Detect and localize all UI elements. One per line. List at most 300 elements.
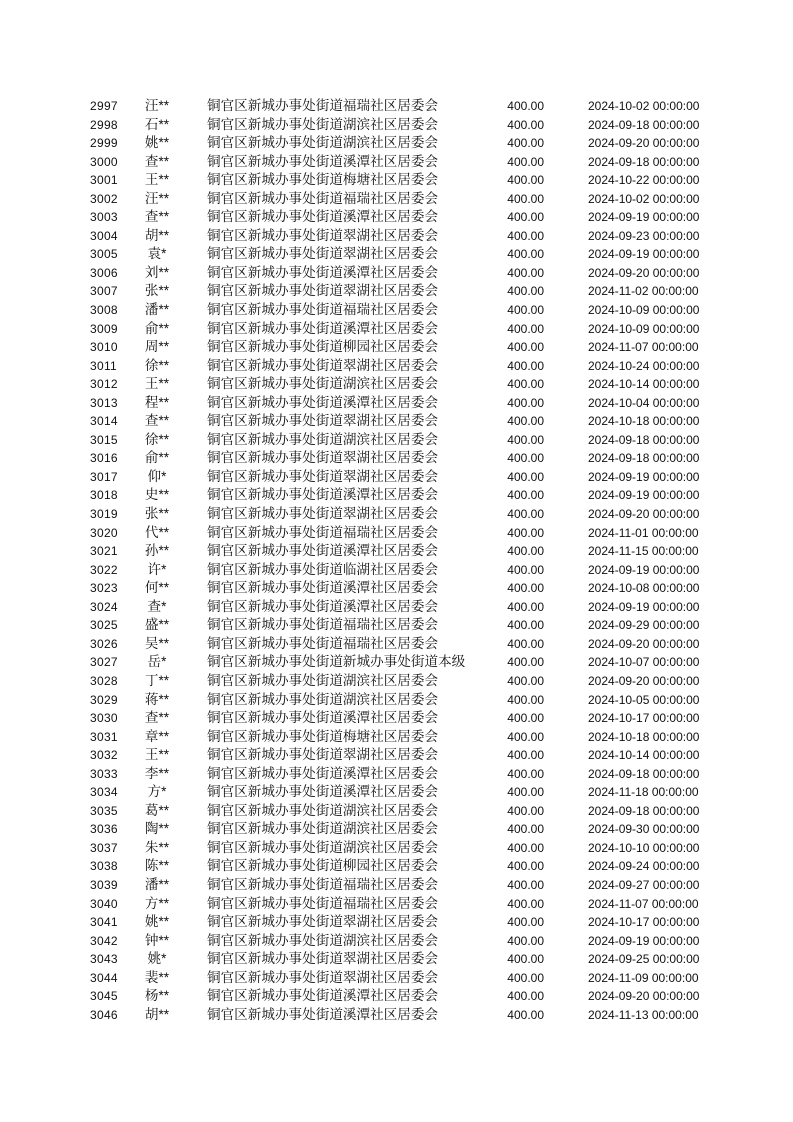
row-masked-name: 姚** — [144, 135, 170, 151]
row-sequence-number: 3002 — [90, 191, 118, 206]
row-datetime: 2024-10-24 00:00:00 — [588, 358, 700, 373]
row-amount: 400.00 — [507, 99, 544, 113]
row-amount: 400.00 — [507, 321, 544, 336]
row-amount: 400.00 — [507, 173, 544, 188]
row-datetime: 2024-09-25 00:00:00 — [588, 952, 700, 967]
row-sequence-number: 3030 — [90, 711, 118, 726]
table-row — [0, 320, 793, 339]
row-masked-name: 张** — [144, 506, 170, 522]
row-organization: 铜官区新城办事处街道翠湖社区居委会 — [207, 506, 439, 522]
row-sequence-number: 3016 — [90, 451, 118, 466]
row-organization: 铜官区新城办事处街道溪潭社区居委会 — [207, 320, 439, 336]
row-organization: 铜官区新城办事处街道湖滨社区居委会 — [207, 821, 439, 837]
row-masked-name: 潘** — [144, 876, 170, 892]
row-amount: 400.00 — [507, 358, 544, 373]
row-masked-name: 刘** — [144, 264, 170, 280]
row-sequence-number: 3035 — [90, 803, 118, 818]
row-datetime: 2024-09-18 00:00:00 — [588, 432, 700, 447]
row-masked-name: 朱** — [144, 839, 170, 855]
row-organization: 铜官区新城办事处街道湖滨社区居委会 — [207, 116, 439, 132]
row-datetime: 2024-10-07 00:00:00 — [588, 655, 700, 670]
row-sequence-number: 3041 — [90, 915, 118, 930]
row-datetime: 2024-10-17 00:00:00 — [588, 915, 700, 930]
row-sequence-number: 3023 — [90, 581, 118, 596]
row-amount: 400.00 — [507, 581, 544, 596]
table-row — [0, 486, 793, 505]
row-sequence-number: 3020 — [90, 525, 118, 540]
row-datetime: 2024-10-04 00:00:00 — [588, 395, 700, 410]
row-organization: 铜官区新城办事处街道柳园社区居委会 — [207, 339, 439, 355]
row-masked-name: 杨** — [144, 988, 170, 1004]
row-amount: 400.00 — [507, 247, 544, 262]
row-sequence-number: 2999 — [90, 136, 118, 151]
row-datetime: 2024-09-20 00:00:00 — [588, 265, 700, 280]
row-organization: 铜官区新城办事处街道翠湖社区居委会 — [207, 413, 439, 429]
table-row — [0, 97, 793, 116]
row-datetime: 2024-10-10 00:00:00 — [588, 840, 700, 855]
row-amount: 400.00 — [507, 692, 544, 707]
row-sequence-number: 3017 — [90, 469, 118, 484]
row-amount: 400.00 — [507, 748, 544, 763]
row-organization: 铜官区新城办事处街道福瑞社区居委会 — [207, 895, 439, 911]
row-sequence-number: 3027 — [90, 655, 118, 670]
row-masked-name: 俞** — [144, 320, 170, 336]
row-sequence-number: 3024 — [90, 599, 118, 614]
table-row — [0, 190, 793, 209]
row-datetime: 2024-09-30 00:00:00 — [588, 822, 700, 837]
row-datetime: 2024-09-19 00:00:00 — [588, 488, 700, 503]
row-datetime: 2024-10-02 00:00:00 — [588, 191, 700, 206]
table-row — [0, 765, 793, 784]
row-masked-name: 潘** — [144, 302, 170, 318]
row-masked-name: 姚** — [144, 914, 170, 930]
row-masked-name: 何** — [144, 580, 170, 596]
row-organization: 铜官区新城办事处街道翠湖社区居委会 — [207, 969, 439, 985]
table-row — [0, 876, 793, 895]
records-table — [0, 97, 793, 1024]
row-amount: 400.00 — [507, 377, 544, 392]
row-organization: 铜官区新城办事处街道翠湖社区居委会 — [207, 450, 439, 466]
row-sequence-number: 3025 — [90, 618, 118, 633]
row-amount: 400.00 — [507, 840, 544, 855]
row-datetime: 2024-09-18 00:00:00 — [588, 154, 700, 169]
table-row — [0, 542, 793, 561]
row-amount: 400.00 — [507, 729, 544, 744]
row-amount: 400.00 — [507, 673, 544, 688]
row-datetime: 2024-10-14 00:00:00 — [588, 748, 700, 763]
table-row — [0, 171, 793, 190]
row-amount: 400.00 — [507, 636, 544, 651]
row-masked-name: 姚* — [147, 951, 167, 967]
row-organization: 铜官区新城办事处街道湖滨社区居委会 — [207, 672, 439, 688]
row-datetime: 2024-10-08 00:00:00 — [588, 581, 700, 596]
table-row — [0, 802, 793, 821]
row-sequence-number: 3013 — [90, 395, 118, 410]
row-amount: 400.00 — [507, 711, 544, 726]
row-sequence-number: 3029 — [90, 692, 118, 707]
row-amount: 400.00 — [507, 896, 544, 911]
table-row — [0, 412, 793, 431]
row-masked-name: 盛** — [144, 617, 170, 633]
table-row — [0, 338, 793, 357]
row-amount: 400.00 — [507, 432, 544, 447]
row-amount: 400.00 — [507, 154, 544, 169]
row-organization: 铜官区新城办事处街道翠湖社区居委会 — [207, 227, 439, 243]
row-amount: 400.00 — [507, 191, 544, 206]
row-amount: 400.00 — [507, 766, 544, 781]
row-organization: 铜官区新城办事处街道湖滨社区居委会 — [207, 932, 439, 948]
table-row — [0, 932, 793, 951]
row-datetime: 2024-10-17 00:00:00 — [588, 711, 700, 726]
row-organization: 铜官区新城办事处街道翠湖社区居委会 — [207, 914, 439, 930]
table-row — [0, 969, 793, 988]
table-row — [0, 282, 793, 301]
table-row — [0, 357, 793, 376]
table-row — [0, 579, 793, 598]
row-masked-name: 孙** — [144, 543, 170, 559]
row-amount: 400.00 — [507, 469, 544, 484]
row-sequence-number: 3044 — [90, 970, 118, 985]
row-amount: 400.00 — [507, 877, 544, 892]
row-organization: 铜官区新城办事处街道溪潭社区居委会 — [207, 988, 439, 1004]
row-amount: 400.00 — [507, 544, 544, 559]
row-sequence-number: 3018 — [90, 488, 118, 503]
row-amount: 400.00 — [507, 210, 544, 225]
row-amount: 400.00 — [507, 915, 544, 930]
row-sequence-number: 3037 — [90, 840, 118, 855]
row-organization: 铜官区新城办事处街道福瑞社区居委会 — [207, 302, 439, 318]
row-organization: 铜官区新城办事处街道溪潭社区居委会 — [207, 153, 439, 169]
table-row — [0, 449, 793, 468]
row-organization: 铜官区新城办事处街道福瑞社区居委会 — [207, 635, 439, 651]
table-row — [0, 375, 793, 394]
table-row — [0, 116, 793, 135]
row-masked-name: 钟** — [144, 932, 170, 948]
row-sequence-number: 3039 — [90, 877, 118, 892]
row-masked-name: 汪** — [144, 190, 170, 206]
table-row — [0, 709, 793, 728]
row-masked-name: 徐** — [144, 357, 170, 373]
table-row — [0, 431, 793, 450]
row-datetime: 2024-09-20 00:00:00 — [588, 507, 700, 522]
row-datetime: 2024-11-13 00:00:00 — [588, 1007, 699, 1022]
table-row — [0, 950, 793, 969]
row-datetime: 2024-11-07 00:00:00 — [588, 340, 699, 355]
row-masked-name: 许* — [147, 561, 167, 577]
row-sequence-number: 3043 — [90, 952, 118, 967]
table-row — [0, 987, 793, 1006]
row-sequence-number: 3026 — [90, 636, 118, 651]
row-amount: 400.00 — [507, 340, 544, 355]
row-sequence-number: 3006 — [90, 265, 118, 280]
row-amount: 400.00 — [507, 952, 544, 967]
row-masked-name: 胡** — [144, 227, 170, 243]
row-organization: 铜官区新城办事处街道福瑞社区居委会 — [207, 190, 439, 206]
row-masked-name: 程** — [144, 394, 170, 410]
row-sequence-number: 3019 — [90, 507, 118, 522]
row-organization: 铜官区新城办事处街道翠湖社区居委会 — [207, 468, 439, 484]
row-organization: 铜官区新城办事处街道湖滨社区居委会 — [207, 691, 439, 707]
row-organization: 铜官区新城办事处街道溪潭社区居委会 — [207, 487, 439, 503]
row-organization: 铜官区新城办事处街道溪潭社区居委会 — [207, 1006, 439, 1022]
row-organization: 铜官区新城办事处街道湖滨社区居委会 — [207, 802, 439, 818]
row-amount: 400.00 — [507, 803, 544, 818]
row-amount: 400.00 — [507, 488, 544, 503]
row-datetime: 2024-10-18 00:00:00 — [588, 414, 700, 429]
row-sequence-number: 3014 — [90, 414, 118, 429]
table-row — [0, 783, 793, 802]
table-row — [0, 245, 793, 264]
row-organization: 铜官区新城办事处街道溪潭社区居委会 — [207, 598, 439, 614]
row-amount: 400.00 — [507, 599, 544, 614]
row-amount: 400.00 — [507, 970, 544, 985]
table-row — [0, 227, 793, 246]
row-organization: 铜官区新城办事处街道溪潭社区居委会 — [207, 394, 439, 410]
table-row — [0, 561, 793, 580]
row-masked-name: 王** — [144, 376, 170, 392]
row-sequence-number: 3001 — [90, 173, 118, 188]
row-amount: 400.00 — [507, 284, 544, 299]
row-masked-name: 章** — [144, 728, 170, 744]
row-masked-name: 徐** — [144, 431, 170, 447]
row-organization: 铜官区新城办事处街道翠湖社区居委会 — [207, 357, 439, 373]
row-organization: 铜官区新城办事处街道梅塘社区居委会 — [207, 172, 439, 188]
table-row — [0, 672, 793, 691]
row-masked-name: 史** — [144, 487, 170, 503]
table-row — [0, 153, 793, 172]
table-row — [0, 820, 793, 839]
row-datetime: 2024-09-19 00:00:00 — [588, 247, 700, 262]
row-sequence-number: 3031 — [90, 729, 118, 744]
row-datetime: 2024-10-02 00:00:00 — [588, 99, 700, 113]
row-datetime: 2024-09-20 00:00:00 — [588, 989, 700, 1004]
row-amount: 400.00 — [507, 933, 544, 948]
row-amount: 400.00 — [507, 136, 544, 151]
row-amount: 400.00 — [507, 655, 544, 670]
table-row — [0, 635, 793, 654]
row-masked-name: 蒋** — [144, 691, 170, 707]
row-masked-name: 吴** — [144, 635, 170, 651]
table-row — [0, 134, 793, 153]
row-masked-name: 查** — [144, 153, 170, 169]
row-datetime: 2024-09-29 00:00:00 — [588, 618, 700, 633]
row-organization: 铜官区新城办事处街道溪潭社区居委会 — [207, 264, 439, 280]
row-organization: 铜官区新城办事处街道新城办事处街道本级 — [207, 654, 466, 670]
row-sequence-number: 2998 — [90, 117, 118, 132]
row-organization: 铜官区新城办事处街道梅塘社区居委会 — [207, 728, 439, 744]
table-row — [0, 913, 793, 932]
row-masked-name: 李** — [144, 765, 170, 781]
row-masked-name: 方** — [144, 895, 170, 911]
row-masked-name: 袁* — [147, 246, 167, 262]
row-masked-name: 周** — [144, 339, 170, 355]
row-datetime: 2024-11-07 00:00:00 — [588, 896, 699, 911]
row-datetime: 2024-10-18 00:00:00 — [588, 729, 700, 744]
row-datetime: 2024-09-20 00:00:00 — [588, 636, 700, 651]
table-row — [0, 691, 793, 710]
row-masked-name: 陶** — [144, 821, 170, 837]
table-row — [0, 264, 793, 283]
row-sequence-number: 3036 — [90, 822, 118, 837]
row-datetime: 2024-09-27 00:00:00 — [588, 877, 700, 892]
row-datetime: 2024-09-19 00:00:00 — [588, 599, 700, 614]
table-row — [0, 653, 793, 672]
row-organization: 铜官区新城办事处街道临湖社区居委会 — [207, 561, 439, 577]
row-amount: 400.00 — [507, 507, 544, 522]
row-sequence-number: 3005 — [90, 247, 118, 262]
row-datetime: 2024-09-18 00:00:00 — [588, 766, 700, 781]
row-amount: 400.00 — [507, 859, 544, 874]
table-row — [0, 394, 793, 413]
row-amount: 400.00 — [507, 303, 544, 318]
row-sequence-number: 3022 — [90, 562, 118, 577]
row-organization: 铜官区新城办事处街道柳园社区居委会 — [207, 858, 439, 874]
table-row — [0, 746, 793, 765]
row-masked-name: 胡** — [144, 1006, 170, 1022]
row-amount: 400.00 — [507, 562, 544, 577]
row-amount: 400.00 — [507, 1007, 544, 1022]
table-row — [0, 839, 793, 858]
row-datetime: 2024-11-09 00:00:00 — [588, 970, 699, 985]
row-amount: 400.00 — [507, 451, 544, 466]
row-masked-name: 葛** — [144, 802, 170, 818]
row-sequence-number: 3015 — [90, 432, 118, 447]
row-amount: 400.00 — [507, 117, 544, 132]
row-organization: 铜官区新城办事处街道翠湖社区居委会 — [207, 747, 439, 763]
row-datetime: 2024-09-18 00:00:00 — [588, 451, 700, 466]
row-sequence-number: 3007 — [90, 284, 118, 299]
row-masked-name: 陈** — [144, 858, 170, 874]
row-masked-name: 岳* — [147, 654, 167, 670]
row-sequence-number: 3033 — [90, 766, 118, 781]
row-organization: 铜官区新城办事处街道湖滨社区居委会 — [207, 839, 439, 855]
table-row — [0, 895, 793, 914]
row-datetime: 2024-11-18 00:00:00 — [588, 785, 699, 800]
row-masked-name: 查** — [144, 710, 170, 726]
row-organization: 铜官区新城办事处街道湖滨社区居委会 — [207, 376, 439, 392]
row-masked-name: 丁** — [144, 672, 170, 688]
row-sequence-number: 3012 — [90, 377, 118, 392]
row-datetime: 2024-09-20 00:00:00 — [588, 136, 700, 151]
row-datetime: 2024-09-18 00:00:00 — [588, 803, 700, 818]
row-sequence-number: 3021 — [90, 544, 118, 559]
row-organization: 铜官区新城办事处街道翠湖社区居委会 — [207, 951, 439, 967]
row-sequence-number: 3032 — [90, 748, 118, 763]
row-datetime: 2024-09-20 00:00:00 — [588, 673, 700, 688]
row-masked-name: 王** — [144, 172, 170, 188]
row-organization: 铜官区新城办事处街道福瑞社区居委会 — [207, 876, 439, 892]
table-row — [0, 857, 793, 876]
row-sequence-number: 3045 — [90, 989, 118, 1004]
row-masked-name: 裴** — [144, 969, 170, 985]
table-row — [0, 208, 793, 227]
row-amount: 400.00 — [507, 785, 544, 800]
row-amount: 400.00 — [507, 228, 544, 243]
row-datetime: 2024-11-02 00:00:00 — [588, 284, 699, 299]
table-row — [0, 524, 793, 543]
row-datetime: 2024-10-14 00:00:00 — [588, 377, 700, 392]
table-row — [0, 616, 793, 635]
row-masked-name: 代** — [144, 524, 170, 540]
row-sequence-number: 3028 — [90, 673, 118, 688]
row-masked-name: 张** — [144, 283, 170, 299]
row-sequence-number: 3008 — [90, 303, 118, 318]
row-organization: 铜官区新城办事处街道福瑞社区居委会 — [207, 98, 439, 113]
table-row — [0, 728, 793, 747]
table-row — [0, 505, 793, 524]
row-organization: 铜官区新城办事处街道溪潭社区居委会 — [207, 784, 439, 800]
row-datetime: 2024-09-19 00:00:00 — [588, 210, 700, 225]
row-organization: 铜官区新城办事处街道溪潭社区居委会 — [207, 710, 439, 726]
row-sequence-number: 2997 — [90, 99, 118, 113]
row-amount: 400.00 — [507, 618, 544, 633]
row-amount: 400.00 — [507, 395, 544, 410]
row-amount: 400.00 — [507, 989, 544, 1004]
row-datetime: 2024-09-23 00:00:00 — [588, 228, 700, 243]
row-sequence-number: 3009 — [90, 321, 118, 336]
row-masked-name: 仰* — [147, 468, 167, 484]
row-masked-name: 方* — [147, 784, 167, 800]
row-datetime: 2024-09-19 00:00:00 — [588, 469, 700, 484]
row-sequence-number: 3011 — [90, 358, 118, 373]
row-sequence-number: 3000 — [90, 154, 118, 169]
row-masked-name: 查** — [144, 413, 170, 429]
row-amount: 400.00 — [507, 822, 544, 837]
table-row — [0, 468, 793, 487]
row-sequence-number: 3034 — [90, 785, 118, 800]
row-sequence-number: 3038 — [90, 859, 118, 874]
row-sequence-number: 3004 — [90, 228, 118, 243]
row-organization: 铜官区新城办事处街道溪潭社区居委会 — [207, 765, 439, 781]
row-datetime: 2024-09-18 00:00:00 — [588, 117, 700, 132]
row-masked-name: 汪** — [144, 98, 170, 113]
row-datetime: 2024-10-09 00:00:00 — [588, 303, 700, 318]
row-organization: 铜官区新城办事处街道湖滨社区居委会 — [207, 135, 439, 151]
row-datetime: 2024-11-01 00:00:00 — [588, 525, 699, 540]
row-sequence-number: 3003 — [90, 210, 118, 225]
row-amount: 400.00 — [507, 265, 544, 280]
row-amount: 400.00 — [507, 525, 544, 540]
row-amount: 400.00 — [507, 414, 544, 429]
row-sequence-number: 3042 — [90, 933, 118, 948]
row-organization: 铜官区新城办事处街道福瑞社区居委会 — [207, 524, 439, 540]
row-organization: 铜官区新城办事处街道湖滨社区居委会 — [207, 431, 439, 447]
row-datetime: 2024-10-09 00:00:00 — [588, 321, 700, 336]
row-datetime: 2024-10-22 00:00:00 — [588, 173, 700, 188]
row-masked-name: 王** — [144, 747, 170, 763]
row-datetime: 2024-09-19 00:00:00 — [588, 933, 700, 948]
row-organization: 铜官区新城办事处街道溪潭社区居委会 — [207, 209, 439, 225]
row-masked-name: 查** — [144, 209, 170, 225]
table-row — [0, 598, 793, 617]
table-row — [0, 301, 793, 320]
row-sequence-number: 3040 — [90, 896, 118, 911]
row-datetime: 2024-09-19 00:00:00 — [588, 562, 700, 577]
row-masked-name: 石** — [144, 116, 170, 132]
row-sequence-number: 3046 — [90, 1007, 118, 1022]
row-datetime: 2024-10-05 00:00:00 — [588, 692, 700, 707]
row-organization: 铜官区新城办事处街道翠湖社区居委会 — [207, 246, 439, 262]
row-datetime: 2024-11-15 00:00:00 — [588, 544, 699, 559]
table-row — [0, 1006, 793, 1025]
row-organization: 铜官区新城办事处街道溪潭社区居委会 — [207, 543, 439, 559]
row-masked-name: 查* — [147, 598, 167, 614]
row-sequence-number: 3010 — [90, 340, 118, 355]
row-organization: 铜官区新城办事处街道翠湖社区居委会 — [207, 283, 439, 299]
row-masked-name: 俞** — [144, 450, 170, 466]
row-organization: 铜官区新城办事处街道福瑞社区居委会 — [207, 617, 439, 633]
row-organization: 铜官区新城办事处街道溪潭社区居委会 — [207, 580, 439, 596]
